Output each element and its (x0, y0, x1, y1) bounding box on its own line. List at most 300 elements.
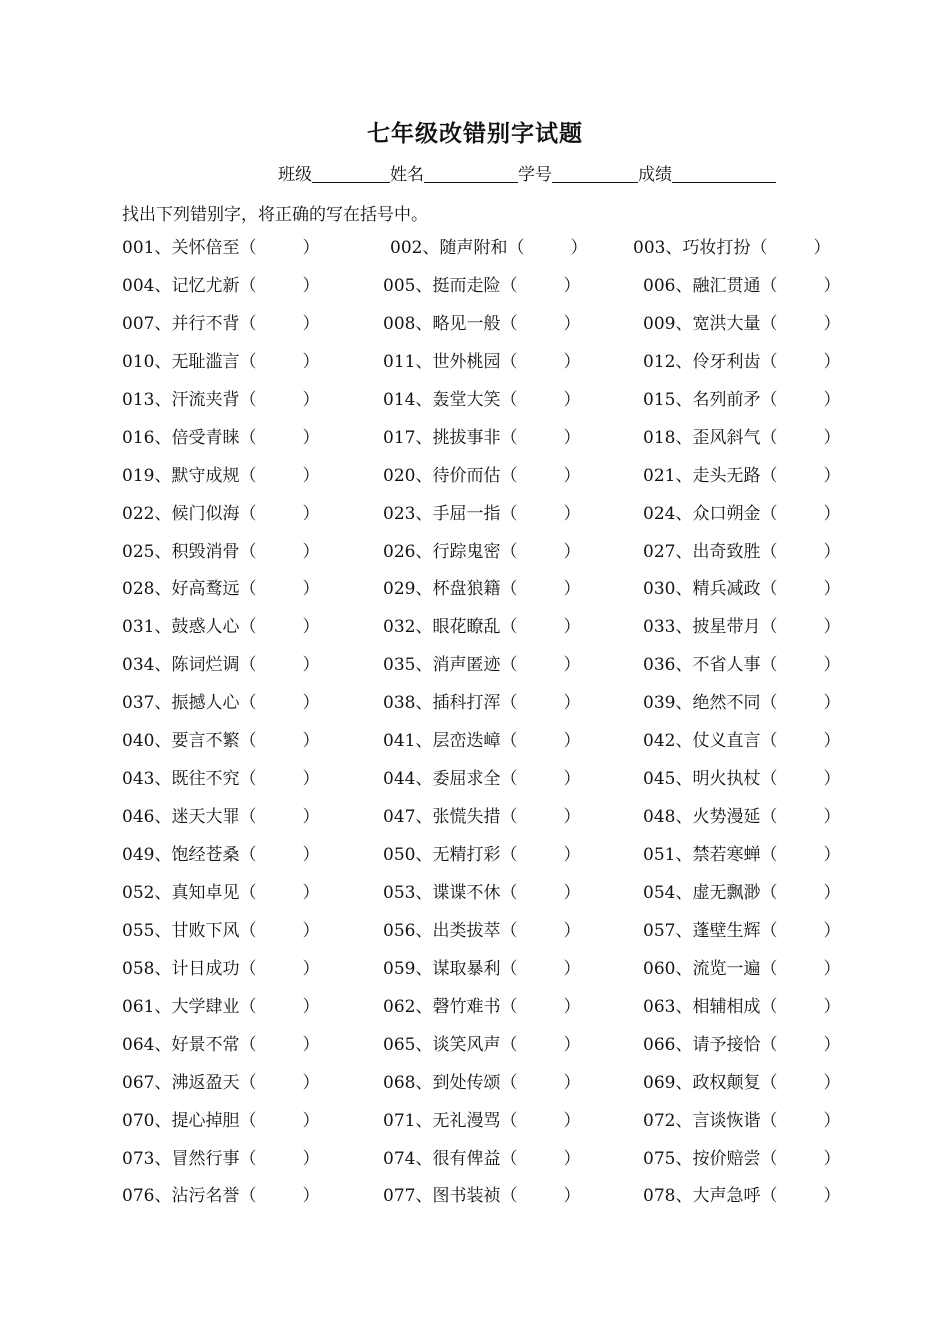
question-item (383, 1183, 580, 1209)
question-item (122, 463, 319, 489)
paren-open: （ (500, 313, 518, 334)
idiom-text: 随声附和 (439, 238, 508, 258)
question-item (122, 766, 319, 792)
question-row (0, 918, 950, 956)
question-number: 023、 (383, 503, 433, 524)
answer-blank[interactable] (239, 918, 319, 944)
paren-open: （ (760, 275, 778, 296)
answer-blank[interactable] (760, 728, 840, 754)
answer-blank[interactable] (239, 1183, 319, 1209)
answer-blank[interactable] (750, 235, 830, 261)
question-item (122, 994, 319, 1020)
idiom-text: 禁若寒蝉 (692, 845, 761, 865)
paren-close: ） (823, 1186, 841, 1207)
answer-blank[interactable] (500, 1032, 580, 1058)
idiom-text: 眼花瞭乱 (432, 617, 501, 638)
paren-open: （ (239, 1186, 257, 1207)
answer-blank[interactable] (239, 804, 319, 830)
answer-blank[interactable] (760, 311, 840, 337)
question-number: 009、 (643, 313, 693, 334)
paren-open: （ (500, 465, 518, 486)
paren-open: （ (239, 579, 257, 600)
question-number: 065、 (383, 1034, 433, 1055)
question-item (383, 918, 580, 944)
question-row (0, 1108, 950, 1146)
paren-close: ） (302, 1186, 320, 1207)
question-item (643, 1108, 840, 1134)
idiom-text: 仗义直言 (692, 731, 761, 752)
idiom-text: 谍谍不休 (432, 882, 501, 903)
question-item (643, 880, 840, 906)
paren-close: ） (823, 313, 841, 334)
answer-blank[interactable] (239, 539, 319, 565)
answer-blank[interactable] (500, 652, 580, 678)
idiom-text: 好高鹜远 (171, 579, 240, 600)
question-number: 021、 (643, 465, 693, 486)
question-item (643, 349, 840, 375)
question-row (0, 956, 950, 994)
question-number: 012、 (643, 351, 693, 372)
question-item (643, 690, 840, 716)
paren-close: ） (563, 351, 581, 372)
paren-close: ） (823, 882, 841, 903)
question-number: 047、 (383, 807, 433, 828)
idiom-text: 行踪鬼密 (432, 541, 501, 562)
question-item (383, 994, 580, 1020)
info-blank-field[interactable] (552, 164, 638, 183)
question-item (122, 387, 319, 413)
answer-blank[interactable] (239, 387, 319, 413)
paren-close: ） (302, 1034, 320, 1055)
paren-open: （ (760, 693, 778, 714)
paren-open: （ (760, 1186, 778, 1207)
question-item (643, 918, 840, 944)
question-number: 039、 (643, 693, 693, 714)
idiom-text: 众口朔金 (692, 503, 761, 524)
paren-close: ） (570, 238, 588, 258)
answer-blank[interactable] (500, 1183, 580, 1209)
paren-close: ） (302, 920, 320, 941)
answer-blank[interactable] (500, 956, 580, 982)
paren-close: ） (302, 882, 320, 903)
paren-open: （ (760, 769, 778, 790)
question-item (643, 311, 840, 337)
idiom-text: 大声急呼 (692, 1186, 761, 1207)
idiom-text: 张慌失措 (432, 807, 501, 828)
question-number: 005、 (383, 275, 433, 296)
question-item (643, 501, 840, 527)
question-number: 019、 (122, 465, 172, 486)
question-number: 048、 (643, 807, 693, 828)
question-number: 056、 (383, 920, 433, 941)
paren-close: ） (302, 427, 320, 448)
answer-blank[interactable] (500, 728, 580, 754)
answer-blank[interactable] (239, 235, 319, 261)
idiom-text: 不省人事 (692, 655, 761, 676)
question-number: 068、 (383, 1072, 433, 1093)
paren-open: （ (500, 807, 518, 828)
paren-close: ） (823, 769, 841, 790)
paren-open: （ (239, 769, 257, 790)
paren-close: ） (302, 655, 320, 676)
question-item (383, 690, 580, 716)
paren-close: ） (823, 465, 841, 486)
paren-open: （ (760, 1072, 778, 1093)
idiom-text: 待价而估 (432, 465, 501, 486)
answer-blank[interactable] (239, 1108, 319, 1134)
question-row (0, 387, 950, 425)
answer-blank[interactable] (500, 425, 580, 451)
question-number: 010、 (122, 351, 172, 372)
answer-blank[interactable] (239, 273, 319, 299)
paren-close: ） (823, 1148, 841, 1169)
answer-blank[interactable] (760, 463, 840, 489)
question-item (383, 463, 580, 489)
paren-open: （ (760, 503, 778, 524)
paren-close: ） (823, 389, 841, 410)
question-number: 003、 (633, 238, 683, 258)
question-row (0, 349, 950, 387)
paren-open: （ (500, 769, 518, 790)
answer-blank[interactable] (760, 1070, 840, 1096)
info-label: 成绩 (638, 165, 672, 185)
answer-blank[interactable] (239, 425, 319, 451)
idiom-text: 谋取暴利 (432, 958, 501, 979)
question-number: 053、 (383, 882, 433, 903)
question-number: 020、 (383, 465, 433, 486)
paren-open: （ (239, 1034, 257, 1055)
answer-blank[interactable] (239, 994, 319, 1020)
answer-blank[interactable] (500, 576, 580, 602)
question-item (383, 539, 580, 565)
question-number: 007、 (122, 313, 172, 334)
question-item (643, 539, 840, 565)
paren-close: ） (823, 541, 841, 562)
answer-blank[interactable] (760, 690, 840, 716)
answer-blank[interactable] (500, 994, 580, 1020)
paren-open: （ (239, 882, 257, 903)
answer-blank[interactable] (239, 1146, 319, 1172)
paren-close: ） (823, 693, 841, 714)
paren-open: （ (500, 351, 518, 372)
idiom-text: 振撼人心 (171, 693, 240, 714)
question-number: 024、 (643, 503, 693, 524)
answer-blank[interactable] (500, 1070, 580, 1096)
paren-close: ） (302, 693, 320, 714)
answer-blank[interactable] (760, 994, 840, 1020)
paren-close: ） (563, 617, 581, 638)
idiom-text: 融汇贯通 (692, 275, 761, 296)
question-item (643, 994, 840, 1020)
answer-blank[interactable] (500, 690, 580, 716)
answer-blank[interactable] (760, 766, 840, 792)
question-item (643, 1032, 840, 1058)
paren-close: ） (302, 807, 320, 828)
paren-open: （ (500, 693, 518, 714)
answer-blank[interactable] (760, 1183, 840, 1209)
answer-blank[interactable] (239, 880, 319, 906)
paren-close: ） (563, 920, 581, 941)
answer-blank[interactable] (500, 1146, 580, 1172)
paren-open: （ (760, 351, 778, 372)
idiom-text: 候门似海 (171, 503, 240, 524)
question-row (0, 539, 950, 577)
question-item (122, 425, 319, 451)
question-item (122, 690, 319, 716)
idiom-text: 名列前矛 (692, 389, 761, 410)
idiom-text: 层峦迭嶂 (432, 731, 501, 752)
paren-open: （ (239, 238, 257, 258)
idiom-text: 披星带月 (692, 617, 761, 638)
question-number: 066、 (643, 1034, 693, 1055)
idiom-text: 出奇致胜 (692, 541, 761, 562)
question-number: 059、 (383, 958, 433, 979)
question-item (383, 311, 580, 337)
paren-open: （ (760, 617, 778, 638)
question-number: 040、 (122, 731, 172, 752)
answer-blank[interactable] (239, 842, 319, 868)
answer-blank[interactable] (760, 804, 840, 830)
paren-open: （ (500, 845, 518, 865)
answer-blank[interactable] (500, 349, 580, 375)
idiom-text: 要言不繁 (171, 731, 240, 752)
paren-close: ） (823, 996, 841, 1017)
idiom-text: 杯盘狼籍 (432, 579, 501, 600)
question-item (122, 918, 319, 944)
idiom-text: 到处传颂 (432, 1072, 501, 1093)
question-item (383, 956, 580, 982)
idiom-text: 政权颠复 (692, 1072, 761, 1093)
answer-blank[interactable] (760, 425, 840, 451)
question-item (383, 1108, 580, 1134)
answer-blank[interactable] (760, 880, 840, 906)
paren-open: （ (760, 541, 778, 562)
question-item (122, 576, 319, 602)
answer-blank[interactable] (500, 273, 580, 299)
paren-open: （ (500, 958, 518, 979)
paren-open: （ (239, 275, 257, 296)
paren-close: ） (823, 503, 841, 524)
answer-blank[interactable] (239, 652, 319, 678)
paren-open: （ (760, 882, 778, 903)
question-number: 030、 (643, 579, 693, 600)
info-blank-field[interactable] (424, 164, 518, 183)
answer-blank[interactable] (500, 501, 580, 527)
idiom-text: 略见一般 (432, 313, 501, 334)
idiom-text: 委屈求全 (432, 769, 501, 790)
question-number: 036、 (643, 655, 693, 676)
answer-blank[interactable] (239, 463, 319, 489)
question-item (122, 880, 319, 906)
info-label: 学号 (518, 165, 552, 185)
idiom-text: 饱经苍桑 (171, 845, 240, 865)
paren-open: （ (239, 617, 257, 638)
question-row (0, 1070, 950, 1108)
paren-open: （ (760, 579, 778, 600)
question-number: 067、 (122, 1072, 172, 1093)
question-row (0, 994, 950, 1032)
answer-blank[interactable] (760, 652, 840, 678)
idiom-text: 无礼漫骂 (432, 1110, 501, 1131)
answer-blank[interactable] (760, 349, 840, 375)
idiom-text: 轰堂大笑 (432, 389, 501, 410)
answer-blank[interactable] (500, 880, 580, 906)
answer-blank[interactable] (760, 1032, 840, 1058)
paren-open: （ (239, 1072, 257, 1093)
answer-blank[interactable] (239, 956, 319, 982)
question-list (0, 235, 950, 1221)
paren-close: ） (823, 351, 841, 372)
paren-open: （ (239, 693, 257, 714)
idiom-text: 挑拔事非 (432, 427, 501, 448)
question-row (0, 652, 950, 690)
paren-open: （ (239, 958, 257, 979)
answer-blank[interactable] (760, 614, 840, 640)
answer-blank[interactable] (760, 501, 840, 527)
paren-open: （ (760, 1148, 778, 1169)
info-blank-field[interactable] (312, 164, 390, 183)
question-item (643, 425, 840, 451)
answer-blank[interactable] (239, 1070, 319, 1096)
answer-blank[interactable] (500, 1108, 580, 1134)
paren-open: （ (239, 920, 257, 941)
answer-blank[interactable] (500, 387, 580, 413)
idiom-text: 很有俾益 (432, 1148, 501, 1169)
paren-close: ） (302, 351, 320, 372)
answer-blank[interactable] (760, 576, 840, 602)
answer-blank[interactable] (760, 918, 840, 944)
paren-open: （ (500, 617, 518, 638)
question-number: 045、 (643, 769, 693, 790)
question-number: 033、 (643, 617, 693, 638)
question-item (383, 880, 580, 906)
answer-blank[interactable] (239, 1032, 319, 1058)
paren-open: （ (239, 996, 257, 1017)
question-item (643, 273, 840, 299)
paren-close: ） (823, 807, 841, 828)
question-number: 075、 (643, 1148, 693, 1169)
paren-close: ） (563, 1034, 581, 1055)
paren-open: （ (239, 313, 257, 334)
paren-open: （ (760, 731, 778, 752)
paren-close: ） (563, 655, 581, 676)
idiom-text: 图书装祯 (432, 1186, 501, 1207)
page-title: 七年级改错别字试题 (367, 120, 583, 147)
answer-blank[interactable] (239, 728, 319, 754)
question-item (643, 956, 840, 982)
idiom-text: 提心掉胆 (171, 1110, 240, 1131)
paren-close: ） (302, 313, 320, 334)
question-item (122, 1032, 319, 1058)
paren-close: ） (302, 731, 320, 752)
answer-blank[interactable] (760, 1146, 840, 1172)
question-row (0, 235, 950, 273)
answer-blank[interactable] (239, 501, 319, 527)
paren-open: （ (760, 1034, 778, 1055)
paren-close: ） (563, 427, 581, 448)
question-item (383, 652, 580, 678)
answer-blank[interactable] (760, 387, 840, 413)
idiom-text: 出类拔萃 (432, 920, 501, 941)
paren-open: （ (760, 313, 778, 334)
idiom-text: 伶牙利齿 (692, 351, 761, 372)
question-number: 050、 (383, 845, 433, 865)
idiom-text: 记忆尤新 (171, 275, 240, 296)
answer-blank[interactable] (760, 273, 840, 299)
question-item (383, 273, 580, 299)
answer-blank[interactable] (500, 311, 580, 337)
answer-blank[interactable] (500, 804, 580, 830)
answer-blank[interactable] (760, 1108, 840, 1134)
question-number: 015、 (643, 389, 693, 410)
info-blank-field[interactable] (672, 164, 776, 183)
answer-blank[interactable] (500, 539, 580, 565)
answer-blank[interactable] (239, 311, 319, 337)
answer-blank[interactable] (760, 956, 840, 982)
idiom-text: 蓬壁生辉 (692, 920, 761, 941)
question-item (122, 728, 319, 754)
idiom-text: 计日成功 (171, 958, 240, 979)
question-number: 073、 (122, 1148, 172, 1169)
question-number: 052、 (122, 882, 172, 903)
question-item (383, 766, 580, 792)
question-row (0, 614, 950, 652)
answer-blank[interactable] (239, 614, 319, 640)
question-number: 038、 (383, 693, 433, 714)
paren-close: ） (302, 1110, 320, 1131)
question-item (643, 1183, 840, 1209)
answer-blank[interactable] (500, 918, 580, 944)
paren-open: （ (500, 1072, 518, 1093)
question-item (122, 501, 319, 527)
paren-open: （ (500, 1110, 518, 1131)
question-item (122, 539, 319, 565)
question-number: 028、 (122, 579, 172, 600)
paren-close: ） (302, 769, 320, 790)
paren-close: ） (563, 731, 581, 752)
paren-close: ） (823, 1072, 841, 1093)
idiom-text: 明火执杖 (692, 769, 761, 790)
paren-open: （ (507, 238, 525, 258)
answer-blank[interactable] (500, 766, 580, 792)
question-row (0, 311, 950, 349)
answer-blank[interactable] (500, 463, 580, 489)
question-number: 016、 (122, 427, 172, 448)
answer-blank[interactable] (239, 690, 319, 716)
idiom-text: 沸返盈天 (171, 1072, 240, 1093)
answer-blank[interactable] (239, 576, 319, 602)
question-item (643, 614, 840, 640)
question-number: 074、 (383, 1148, 433, 1169)
answer-blank[interactable] (507, 235, 587, 261)
question-item (383, 1146, 580, 1172)
question-number: 071、 (383, 1110, 433, 1131)
question-number: 011、 (383, 351, 433, 372)
paren-close: ） (302, 503, 320, 524)
question-number: 051、 (643, 845, 693, 865)
answer-blank[interactable] (500, 842, 580, 868)
answer-blank[interactable] (239, 766, 319, 792)
answer-blank[interactable] (760, 842, 840, 868)
answer-blank[interactable] (760, 539, 840, 565)
answer-blank[interactable] (239, 349, 319, 375)
idiom-text: 请予接恰 (692, 1034, 761, 1055)
idiom-text: 世外桃园 (432, 351, 501, 372)
instruction-text: 找出下列错别字，将正确的写在括号中。 (122, 205, 428, 225)
answer-blank[interactable] (500, 614, 580, 640)
question-number: 025、 (122, 541, 172, 562)
paren-close: ） (563, 541, 581, 562)
